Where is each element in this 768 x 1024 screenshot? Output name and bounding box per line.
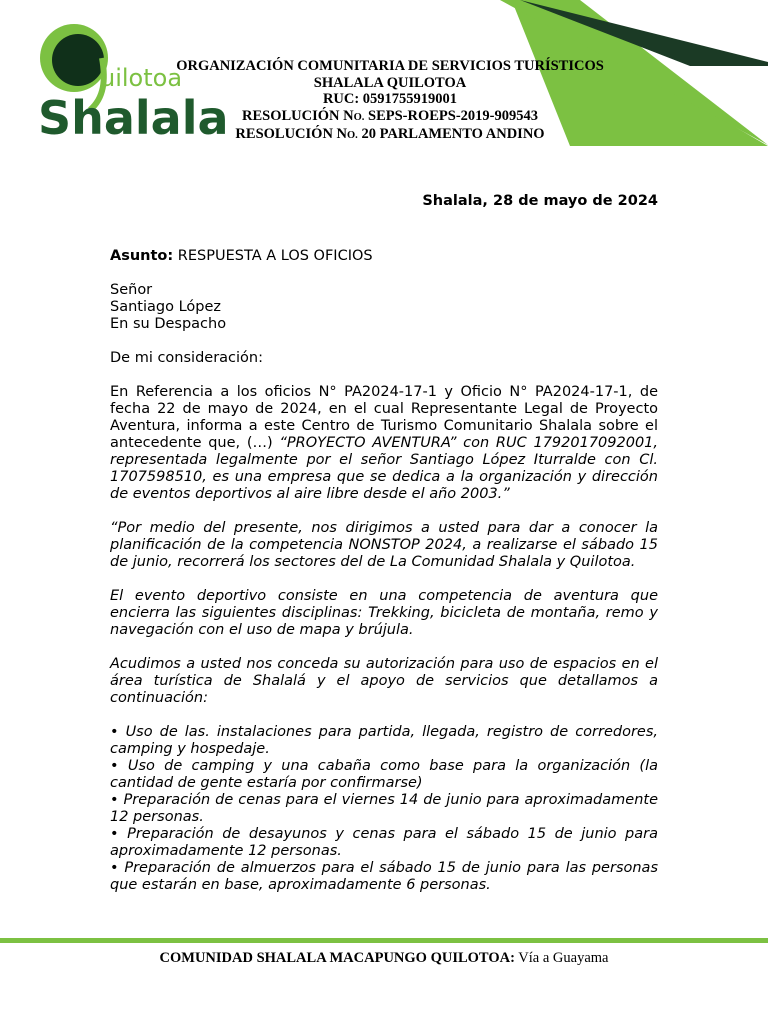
footer-community: COMUNIDAD SHALALA MACAPUNGO QUILOTOA:	[159, 950, 515, 966]
subject-label: Asunto:	[110, 248, 174, 264]
resolution-1	[150, 108, 630, 127]
resolution-1-prefix: RESOLUCIÓN N	[241, 107, 354, 124]
bullet-item: • Preparación de almuerzos para el sábado 15 de junio para las personas que estarán en base, aproximadamente 6 personas.	[110, 860, 658, 893]
bullet-item: • Preparación de cenas para el viernes 14 de junio para aproximadamente 12 personas.	[110, 792, 658, 825]
recipient-name: Santiago López	[110, 299, 221, 315]
paragraph-request: Acudimos a usted nos conceda su autorización para uso de espacios en el área turística de Shalalá y el apoyo de servicios que detallamos a continuación:	[110, 656, 658, 706]
logo-shalala-text: Shalala	[38, 91, 229, 143]
recipient-office: En su Despacho	[110, 316, 227, 332]
logo-quilotoa-text: uilotoa	[100, 64, 183, 92]
greeting: De mi consideración:	[110, 350, 263, 366]
subject-line	[110, 248, 658, 265]
resolution-2-number: 20 PARLAMENTO ANDINO	[357, 126, 545, 143]
footer-road: Vía a Guayama	[514, 950, 609, 966]
org-ruc: RUC: 0591755919001	[322, 91, 458, 108]
paragraph-reference-plain: En Referencia a los oficios N° PA2024-17-1 y Oficio N° PA2024-17-1, de fecha 22 de mayo de 2024, en el cual Representante Legal de Proyecto Aventura, informa a este Centro de Turismo Comunitario Shalala sobre el antecedente que, (…)	[110, 384, 658, 451]
recipient-title: Señor	[110, 282, 153, 298]
resolution-1-number: SEPS-ROEPS-2019-909543	[364, 107, 538, 124]
footer-address	[0, 950, 768, 967]
resolution-2-abbr: O.	[347, 130, 358, 142]
letter-date: Shalala, 28 de mayo de 2024	[422, 193, 658, 209]
paragraph-reference	[110, 384, 658, 503]
resolution-1-abbr: O.	[353, 111, 365, 123]
bullet-item: • Uso de las. instalaciones para partida, llegada, registro de corredores, camping y hospedaje.	[110, 724, 658, 757]
org-subname: SHALALA QUILOTOA	[313, 74, 467, 91]
resolution-2	[150, 126, 630, 145]
resolution-2-prefix: RESOLUCIÓN N	[235, 126, 348, 143]
footer-divider	[0, 938, 768, 943]
letter-body	[110, 248, 658, 894]
paragraph-reference-quote: “PROYECTO AVENTURA” con RUC 1792017092001, representada legalmente por el señor Santiago López Iturralde con Cl. 1707598510, es una empresa que se dedica a la organización y dirección de eventos deportivos al aire libre desde el año 2003.”	[110, 435, 659, 502]
letterhead	[150, 58, 630, 145]
org-name: ORGANIZACIÓN COMUNITARIA DE SERVICIOS TURÍSTICOS	[176, 58, 604, 74]
subject-text: RESPUESTA A LOS OFICIOS	[173, 248, 373, 264]
bullet-item: • Preparación de desayunos y cenas para el sábado 15 de junio para aproximadamente 12 personas.	[110, 826, 658, 859]
paragraph-event: El evento deportivo consiste en una competencia de aventura que encierra las siguientes disciplinas: Trekking, bicicleta de montaña, remo y navegación con el uso de mapa y brújula.	[110, 588, 658, 638]
bullet-item: • Uso de camping y una cabaña como base para la organización (la cantidad de gente estaría por confirmarse)	[110, 758, 658, 791]
paragraph-purpose: “Por medio del presente, nos dirigimos a usted para dar a conocer la planificación de la competencia NONSTOP 2024, a realizarse el sábado 15 de junio, recorrerá los sectores del de La Comunidad Shalala y Quilotoa.	[110, 520, 658, 570]
